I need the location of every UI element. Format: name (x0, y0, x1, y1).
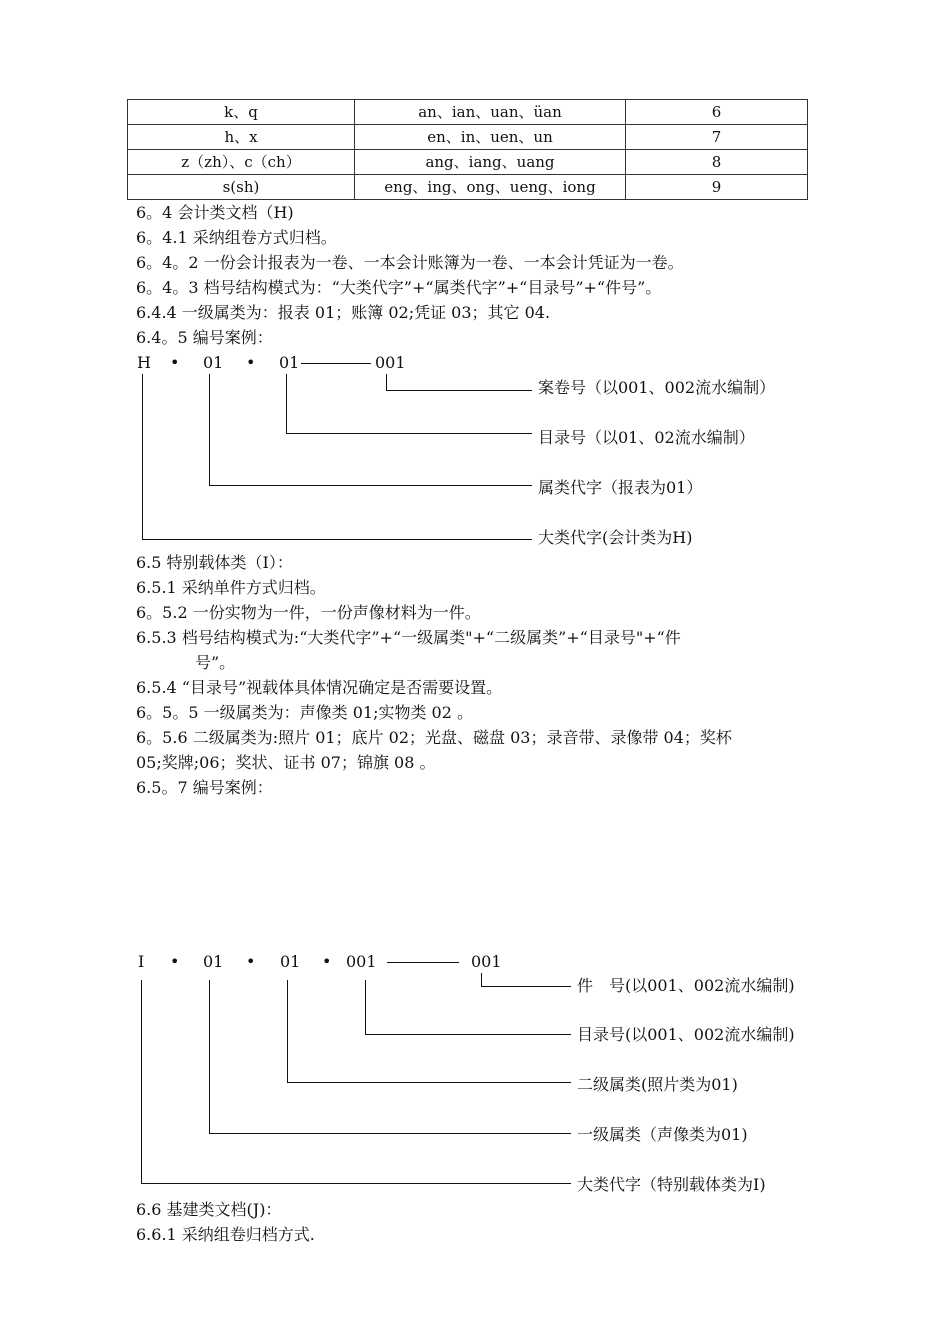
connector-line (386, 390, 532, 391)
table-cell: s(sh) (128, 175, 355, 200)
paragraph: 6。4。2 一份会计报表为一卷、一本会计账簿为一卷、一本会计凭证为一卷。 (136, 253, 684, 272)
table-row (128, 175, 808, 200)
section-heading: 6。4 会计类文档（H) (136, 203, 294, 222)
paragraph: 6.5。7 编号案例： (136, 778, 273, 797)
code-separator: • (246, 952, 256, 971)
paragraph: 6。4。3 档号结构模式为：“大类代字”+“属类代字”+“目录号”+“件号”。 (136, 278, 662, 297)
connector-line (286, 433, 532, 434)
table-cell: 7 (626, 125, 808, 150)
label-category-code: 大类代字（特别载体类为I) (577, 1175, 766, 1194)
connector-line (141, 980, 142, 1184)
connector-line (209, 485, 532, 486)
label-item-number: 件 号(以001、002流水编制) (577, 976, 795, 995)
label-category-code: 大类代字(会计类为H) (538, 528, 693, 547)
paragraph: 6.4。5 编号案例： (136, 328, 273, 347)
connector-line (287, 1082, 571, 1083)
code-separator: • (170, 952, 180, 971)
section-heading: 6.6 基建类文档(J)： (136, 1200, 282, 1219)
section-heading: 6.5 特别载体类（I）： (136, 553, 293, 572)
connector-line (287, 980, 288, 1083)
code-separator: • (246, 353, 256, 372)
paragraph-continuation: 号”。 (195, 653, 236, 672)
paragraph: 6。5.2 一份实物为一件，一份声像材料为一件。 (136, 603, 481, 622)
connector-line (142, 374, 143, 540)
code-second-class: 01 (280, 952, 301, 971)
connector-line (142, 539, 532, 540)
pinyin-code-table (127, 99, 808, 200)
code-first-class: 01 (203, 952, 224, 971)
code-class: 01 (203, 353, 224, 372)
table-cell: z（zh）、c（ch） (128, 150, 355, 175)
table-cell: ang、iang、uang (355, 150, 626, 175)
connector-line (387, 962, 459, 963)
paragraph: 6.5.3 档号结构模式为:“大类代字”+“一级属类"+“二级属类”+“目录号"+“件 (136, 628, 681, 647)
table-cell: 6 (626, 100, 808, 125)
connector-line (481, 986, 571, 987)
label-volume-number: 案卷号（以001、002流水编制） (538, 378, 776, 397)
label-catalog-number: 目录号(以001、002流水编制) (577, 1025, 795, 1044)
code-category: I (138, 952, 145, 971)
connector-line (286, 374, 287, 434)
code-separator: • (322, 952, 332, 971)
table-cell: eng、ing、ong、ueng、iong (355, 175, 626, 200)
table-cell: an、ian、uan、üan (355, 100, 626, 125)
paragraph-continuation: 05;奖牌;06；奖状、证书 07；锦旗 08 。 (136, 753, 436, 772)
table-cell: k、q (128, 100, 355, 125)
label-first-class: 一级属类（声像类为01) (577, 1125, 748, 1144)
paragraph: 6.6.1 采纳组卷归档方式. (136, 1225, 315, 1244)
table-row (128, 100, 808, 125)
code-separator: • (170, 353, 180, 372)
code-catalog: 01 (279, 353, 300, 372)
table-row (128, 125, 808, 150)
paragraph: 6.4.4 一级属类为：报表 01；账簿 02;凭证 03；其它 04. (136, 303, 551, 322)
label-second-class: 二级属类(照片类为01) (577, 1075, 738, 1094)
connector-line (301, 363, 371, 364)
connector-line (141, 1183, 571, 1184)
connector-line (365, 980, 366, 1035)
table-cell: h、x (128, 125, 355, 150)
connector-line (481, 973, 482, 987)
code-catalog: 001 (346, 952, 377, 971)
code-item: 001 (471, 952, 502, 971)
connector-line (365, 1034, 571, 1035)
paragraph: 6。4.1 采纳组卷方式归档。 (136, 228, 337, 247)
label-catalog-number: 目录号（以01、02流水编制） (538, 428, 755, 447)
connector-line (209, 374, 210, 486)
table-cell: 8 (626, 150, 808, 175)
paragraph: 6。5.6 二级属类为:照片 01；底片 02；光盘、磁盘 03；录音带、录像带 04；奖杯 (136, 728, 732, 747)
paragraph: 6.5.4 “目录号”视载体具体情况确定是否需要设置。 (136, 678, 503, 697)
paragraph: 6.5.1 采纳单件方式归档。 (136, 578, 326, 597)
connector-line (209, 1133, 571, 1134)
table-cell: en、in、uen、un (355, 125, 626, 150)
connector-line (209, 980, 210, 1134)
paragraph: 6。5。5 一级属类为：声像类 01;实物类 02 。 (136, 703, 473, 722)
code-category: H (137, 353, 151, 372)
label-class-code: 属类代字（报表为01） (538, 478, 703, 497)
connector-line (386, 374, 387, 391)
table-cell: 9 (626, 175, 808, 200)
code-volume: 001 (375, 353, 406, 372)
table-row (128, 150, 808, 175)
